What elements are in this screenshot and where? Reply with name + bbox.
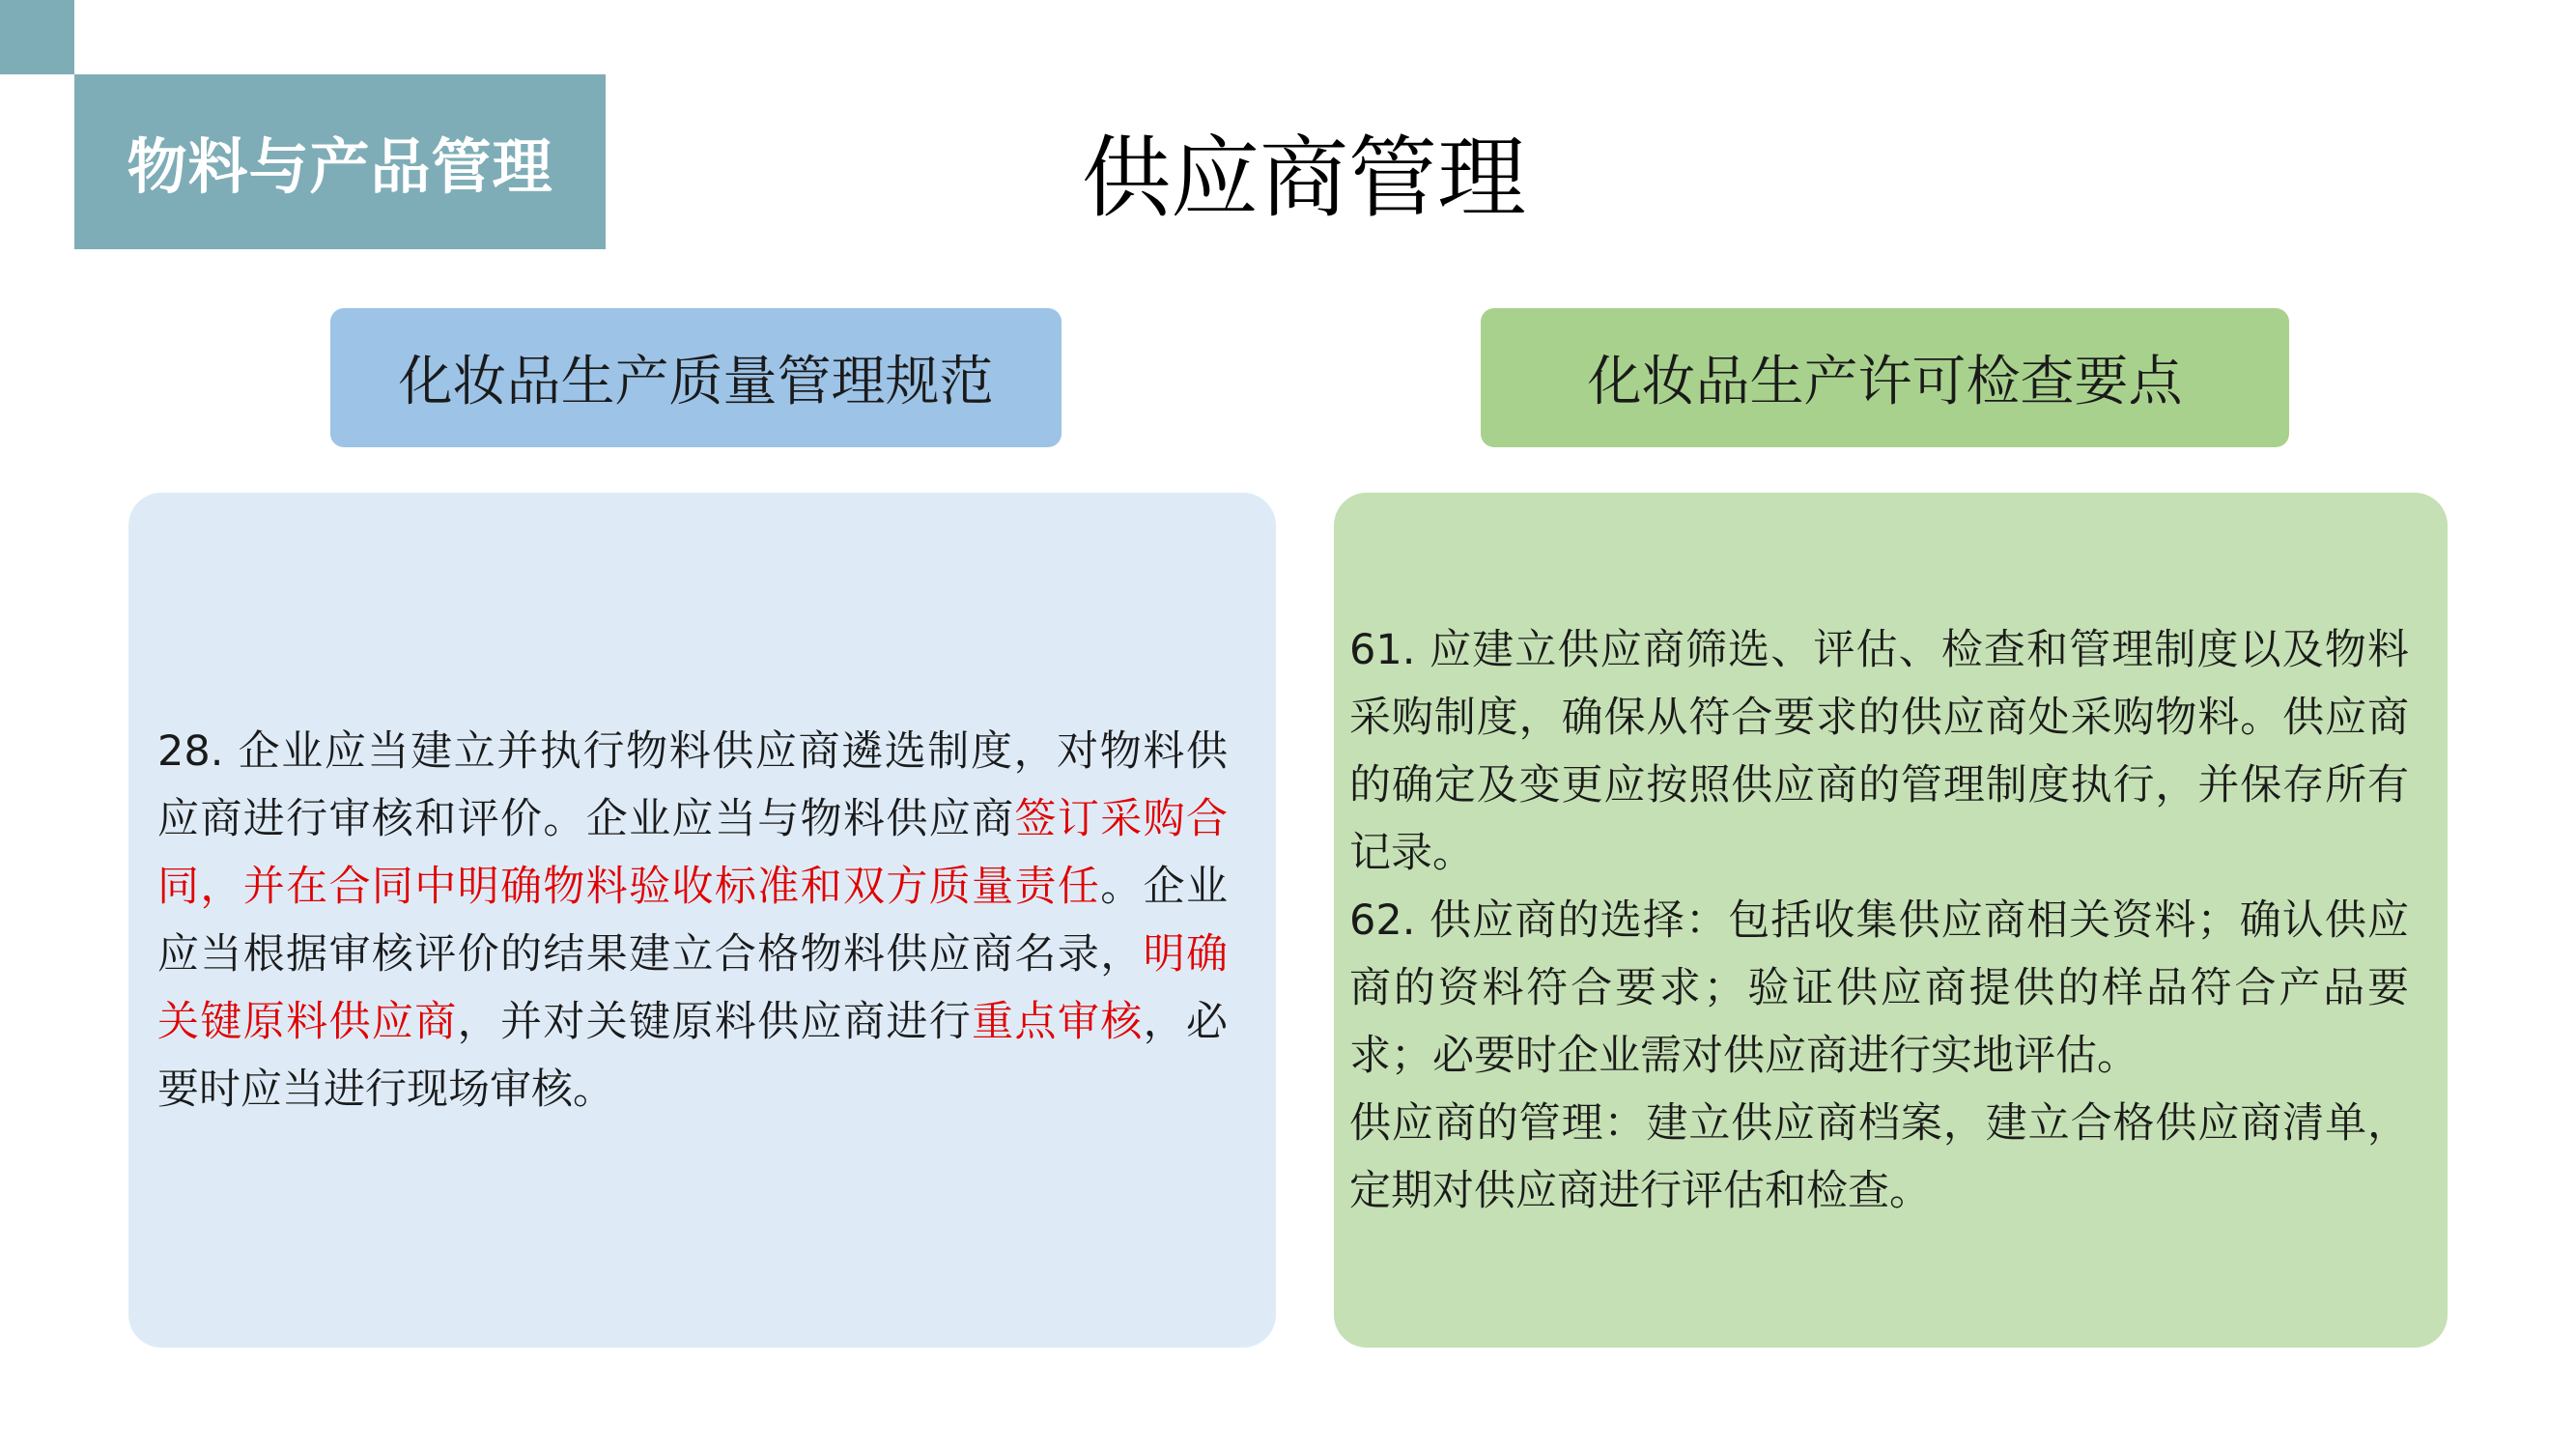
text-segment: 28. 企业应当建立并执行物料供应商遴选制度，对物料供应商进行审核和评价。企业应当与物料供应商: [157, 726, 1228, 843]
left-body-text: [157, 718, 1228, 1123]
text-segment: 。企业应当根据审核评价的结果建立合格物料供应商名录，: [157, 862, 1228, 979]
right-content-box: [1334, 493, 2448, 1348]
right-column-header: [1481, 308, 2289, 447]
highlight-segment: 明确关键原料供应商: [157, 929, 1228, 1046]
left-content-box: [128, 493, 1276, 1348]
right-paragraph: 供应商的管理：建立供应商档案，建立合格供应商清单，定期对供应商进行评估和检查。: [1349, 1098, 2409, 1215]
right-paragraph: 62. 供应商的选择：包括收集供应商相关资料；确认供应商的资料符合要求；验证供应商提供的样品符合产品要求；必要时企业需对供应商进行实地评估。: [1349, 895, 2409, 1080]
section-tag-label: 物料与产品管理: [127, 131, 553, 202]
corner-decoration: [0, 0, 74, 74]
text-segment: ，必要时应当进行现场审核。: [157, 997, 1228, 1114]
right-column-header-label: 化妆品生产许可检查要点: [1587, 351, 2183, 413]
page-title: 供应商管理: [1081, 127, 1526, 230]
left-column-header-label: 化妆品生产质量管理规范: [398, 351, 994, 413]
highlight-segment: 重点审核: [972, 997, 1144, 1046]
text-segment: ，并对关键原料供应商进行: [457, 997, 973, 1046]
section-tag: [74, 74, 606, 249]
right-body-text: [1349, 616, 2409, 1225]
left-column-header: [330, 308, 1062, 447]
right-paragraph: 61. 应建立供应商筛选、评估、检查和管理制度以及物料采购制度，确保从符合要求的供应商处采购物料。供应商的确定及变更应按照供应商的管理制度执行，并保存所有记录。: [1349, 625, 2409, 877]
highlight-segment: 签订采购合同，并在合同中明确物料验收标准和双方质量责任: [157, 794, 1228, 911]
